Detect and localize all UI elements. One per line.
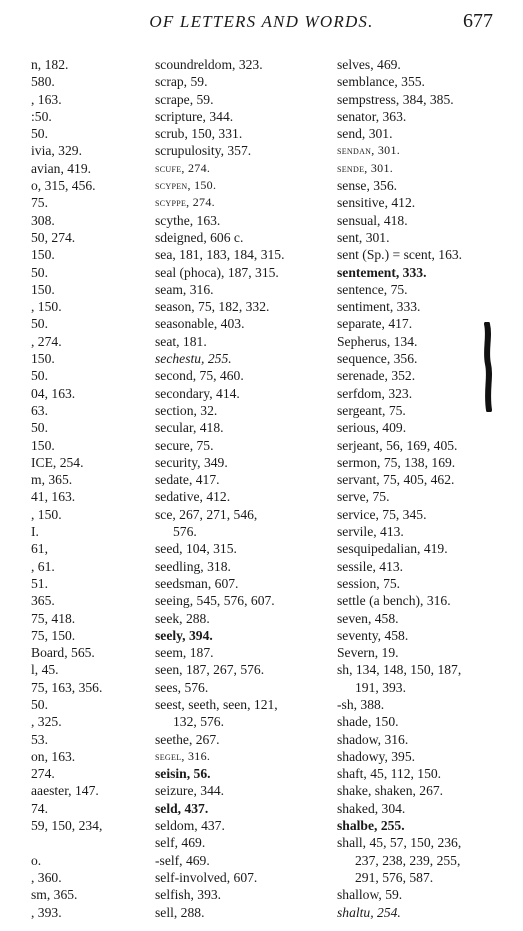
index-entry: 580.: [31, 74, 55, 90]
index-entry: l, 45.: [31, 662, 59, 678]
index-entry: serenade, 352.: [337, 368, 416, 384]
index-entry: separate, 417.: [337, 316, 413, 332]
index-entry: seem, 187.: [155, 645, 214, 661]
index-entry: seisin, 56.: [155, 766, 211, 782]
index-entry: sees, 576.: [155, 679, 209, 695]
index-entry: sentiment, 333.: [337, 299, 421, 315]
running-title: OF LETTERS AND WORDS.: [149, 12, 374, 31]
index-entry: 237, 238, 239, 255,: [355, 852, 461, 868]
index-entry: sessile, 413.: [337, 558, 404, 574]
index-entry: seizure, 344.: [155, 783, 225, 799]
index-entry: servile, 413.: [337, 524, 404, 540]
index-entry: senator, 363.: [337, 108, 407, 124]
index-entry: season, 75, 182, 332.: [155, 299, 270, 315]
index-entry: , 393.: [31, 904, 62, 920]
index-entry: sdeigned, 606 c.: [155, 229, 244, 245]
index-entry: seed, 104, 315.: [155, 541, 237, 557]
index-entry: sent, 301.: [337, 229, 390, 245]
index-entry: 191, 393.: [355, 679, 406, 695]
index-entry: seventy, 458.: [337, 627, 409, 643]
index-entry: seedsman, 607.: [155, 575, 239, 591]
index-entry: 74.: [31, 800, 48, 816]
index-entry: shake, shaken, 267.: [337, 783, 444, 799]
index-entry: serve, 75.: [337, 489, 390, 505]
index-entry: 50.: [31, 696, 48, 712]
index-entry: 50, 274.: [31, 229, 76, 245]
index-entry: avian, 419.: [31, 160, 92, 176]
index-entry: o.: [31, 852, 42, 868]
index-entry: scripture, 344.: [155, 108, 234, 124]
index-entry: 59, 150, 234,: [31, 818, 103, 834]
index-entry: , 325.: [31, 714, 62, 730]
index-entry: I.: [31, 524, 39, 540]
index-entry: Severn, 19.: [337, 645, 399, 661]
index-entry: seen, 187, 267, 576.: [155, 662, 265, 678]
index-column-right: [337, 56, 517, 921]
index-entry: m, 365.: [31, 472, 73, 488]
index-entry: seven, 458.: [337, 610, 399, 626]
index-entry: 50.: [31, 368, 48, 384]
index-entry: 291, 576, 587.: [355, 869, 434, 885]
index-entry: shallow, 59.: [337, 887, 403, 903]
index-entry: seedling, 318.: [155, 558, 231, 574]
index-entry: aaester, 147.: [31, 783, 99, 799]
index-entry: 150.: [31, 351, 55, 367]
index-entry: , 274.: [31, 333, 62, 349]
index-entry: secular, 418.: [155, 420, 224, 436]
index-entry: shaltu, 254.: [337, 904, 401, 920]
index-entry: shade, 150.: [337, 714, 399, 730]
index-entry: self-involved, 607.: [155, 869, 258, 885]
index-entry: shall, 45, 57, 150, 236,: [337, 835, 462, 851]
index-entry: 75, 150.: [31, 627, 76, 643]
index-entry: selves, 469.: [337, 57, 401, 72]
index-entry: secondary, 414.: [155, 385, 240, 401]
index-entry: 365.: [31, 593, 55, 609]
index-entry: selfish, 393.: [155, 887, 222, 903]
index-entry: sh, 134, 148, 150, 187,: [337, 662, 462, 678]
index-entry: shadowy, 395.: [337, 748, 416, 764]
index-entry: , 163.: [31, 91, 62, 107]
index-entry: seeing, 545, 576, 607.: [155, 593, 275, 609]
index-entry: sesquipedalian, 419.: [337, 541, 448, 557]
index-entry: 576.: [173, 524, 197, 540]
index-entry: 75, 163, 356.: [31, 679, 103, 695]
index-entry: seek, 288.: [155, 610, 210, 626]
index-column-middle: [155, 56, 325, 921]
index-entry: section, 32.: [155, 402, 218, 418]
index-entry: seam, 316.: [155, 281, 214, 297]
index-entry: scyppe, 274.: [155, 195, 215, 210]
index-entry: [31, 834, 143, 851]
index-entry: -sh, 388.: [337, 696, 385, 712]
index-entry: seat, 181.: [155, 333, 207, 349]
index-entry: scypen, 150.: [155, 178, 217, 193]
index-entry: seethe, 267.: [155, 731, 220, 747]
index-entry: scrape, 59.: [155, 91, 214, 107]
index-entry: n, 182.: [31, 57, 69, 72]
index-entry: settle (a bench), 316.: [337, 593, 451, 609]
index-entry: send, 301.: [337, 126, 393, 142]
index-entry: , 150.: [31, 506, 62, 522]
index-entry: ivia, 329.: [31, 143, 82, 159]
index-entry: service, 75, 345.: [337, 506, 427, 522]
index-entry: second, 75, 460.: [155, 368, 244, 384]
index-entry: 50.: [31, 420, 48, 436]
index-entry: 308.: [31, 212, 55, 228]
index-entry: 75, 418.: [31, 610, 76, 626]
index-entry: shalbe, 255.: [337, 818, 405, 834]
index-entry: servant, 75, 405, 462.: [337, 472, 455, 488]
index-entry: o, 315, 456.: [31, 178, 96, 194]
index-entry: secure, 75.: [155, 437, 214, 453]
index-entry: sentement, 333.: [337, 264, 427, 280]
index-entry: Sepherus, 134.: [337, 333, 418, 349]
index-entry: 274.: [31, 766, 55, 782]
index-entry: scufe, 274.: [155, 160, 211, 175]
index-entry: on, 163.: [31, 748, 76, 764]
index-entry: sendan, 301.: [337, 143, 401, 158]
index-entry: 61,: [31, 541, 48, 557]
index-entry: self, 469.: [155, 835, 206, 851]
index-entry: 75.: [31, 195, 48, 211]
index-entry: 50.: [31, 264, 48, 280]
index-entry: -self, 469.: [155, 852, 210, 868]
index-entry: 53.: [31, 731, 48, 747]
index-entry: shaft, 45, 112, 150.: [337, 766, 442, 782]
index-entry: seely, 394.: [155, 627, 213, 643]
index-entry: serious, 409.: [337, 420, 407, 436]
index-entry: serjeant, 56, 169, 405.: [337, 437, 458, 453]
index-entry: sermon, 75, 138, 169.: [337, 454, 456, 470]
index-entry: 150.: [31, 437, 55, 453]
index-entry: sechestu, 255.: [155, 351, 232, 367]
index-entry: seldom, 437.: [155, 818, 225, 834]
index-entry: scrub, 150, 331.: [155, 126, 243, 142]
index-entry: sende, 301.: [337, 160, 394, 175]
index-entry: sm, 365.: [31, 887, 78, 903]
index-entry: scoundreldom, 323.: [155, 57, 263, 72]
index-entry: 63.: [31, 402, 48, 418]
page-number: 677: [463, 10, 493, 32]
index-entry: sergeant, 75.: [337, 402, 406, 418]
index-entry: shaked, 304.: [337, 800, 406, 816]
index-entry: sentence, 75.: [337, 281, 408, 297]
index-entry: 51.: [31, 575, 48, 591]
index-entry: sensual, 418.: [337, 212, 408, 228]
index-entry: seld, 437.: [155, 800, 209, 816]
index-entry: seest, seeth, seen, 121,: [155, 696, 278, 712]
index-entry: sensitive, 412.: [337, 195, 416, 211]
index-entry: seasonable, 403.: [155, 316, 245, 332]
index-entry: sedate, 417.: [155, 472, 220, 488]
index-entry: 150.: [31, 281, 55, 297]
index-entry: seal (phoca), 187, 315.: [155, 264, 279, 280]
index-entry: session, 75.: [337, 575, 401, 591]
running-header: [0, 8, 523, 38]
index-entry: scrupulosity, 357.: [155, 143, 252, 159]
index-entry: security, 349.: [155, 454, 228, 470]
index-entry: semblance, 355.: [337, 74, 425, 90]
index-entry: 50.: [31, 316, 48, 332]
index-entry: sequence, 356.: [337, 351, 418, 367]
index-entry: 150.: [31, 247, 55, 263]
index-entry: Board, 565.: [31, 645, 95, 661]
index-entry: ICE, 254.: [31, 454, 84, 470]
index-entry: 41, 163.: [31, 489, 76, 505]
index-column-left: [31, 56, 143, 921]
index-entry: sedative, 412.: [155, 489, 231, 505]
index-entry: , 150.: [31, 299, 62, 315]
index-entry: :50.: [31, 108, 52, 124]
index-entry: sent (Sp.) = scent, 163.: [337, 247, 463, 263]
index-entry: scythe, 163.: [155, 212, 221, 228]
index-entry: sea, 181, 183, 184, 315.: [155, 247, 285, 263]
index-entry: , 360.: [31, 869, 62, 885]
index-entry: 04, 163.: [31, 385, 76, 401]
index-entry: segel, 316.: [155, 748, 211, 763]
index-entry: scrap, 59.: [155, 74, 208, 90]
index-entry: 132, 576.: [173, 714, 224, 730]
index-entry: 50.: [31, 126, 48, 142]
pencil-mark: [482, 322, 493, 412]
index-entry: sce, 267, 271, 546,: [155, 506, 258, 522]
index-entry: sense, 356.: [337, 178, 398, 194]
index-entry: shadow, 316.: [337, 731, 409, 747]
index-entry: serfdom, 323.: [337, 385, 413, 401]
index-entry: sempstress, 384, 385.: [337, 91, 454, 107]
index-entry: sell, 288.: [155, 904, 205, 920]
index-entry: , 61.: [31, 558, 55, 574]
